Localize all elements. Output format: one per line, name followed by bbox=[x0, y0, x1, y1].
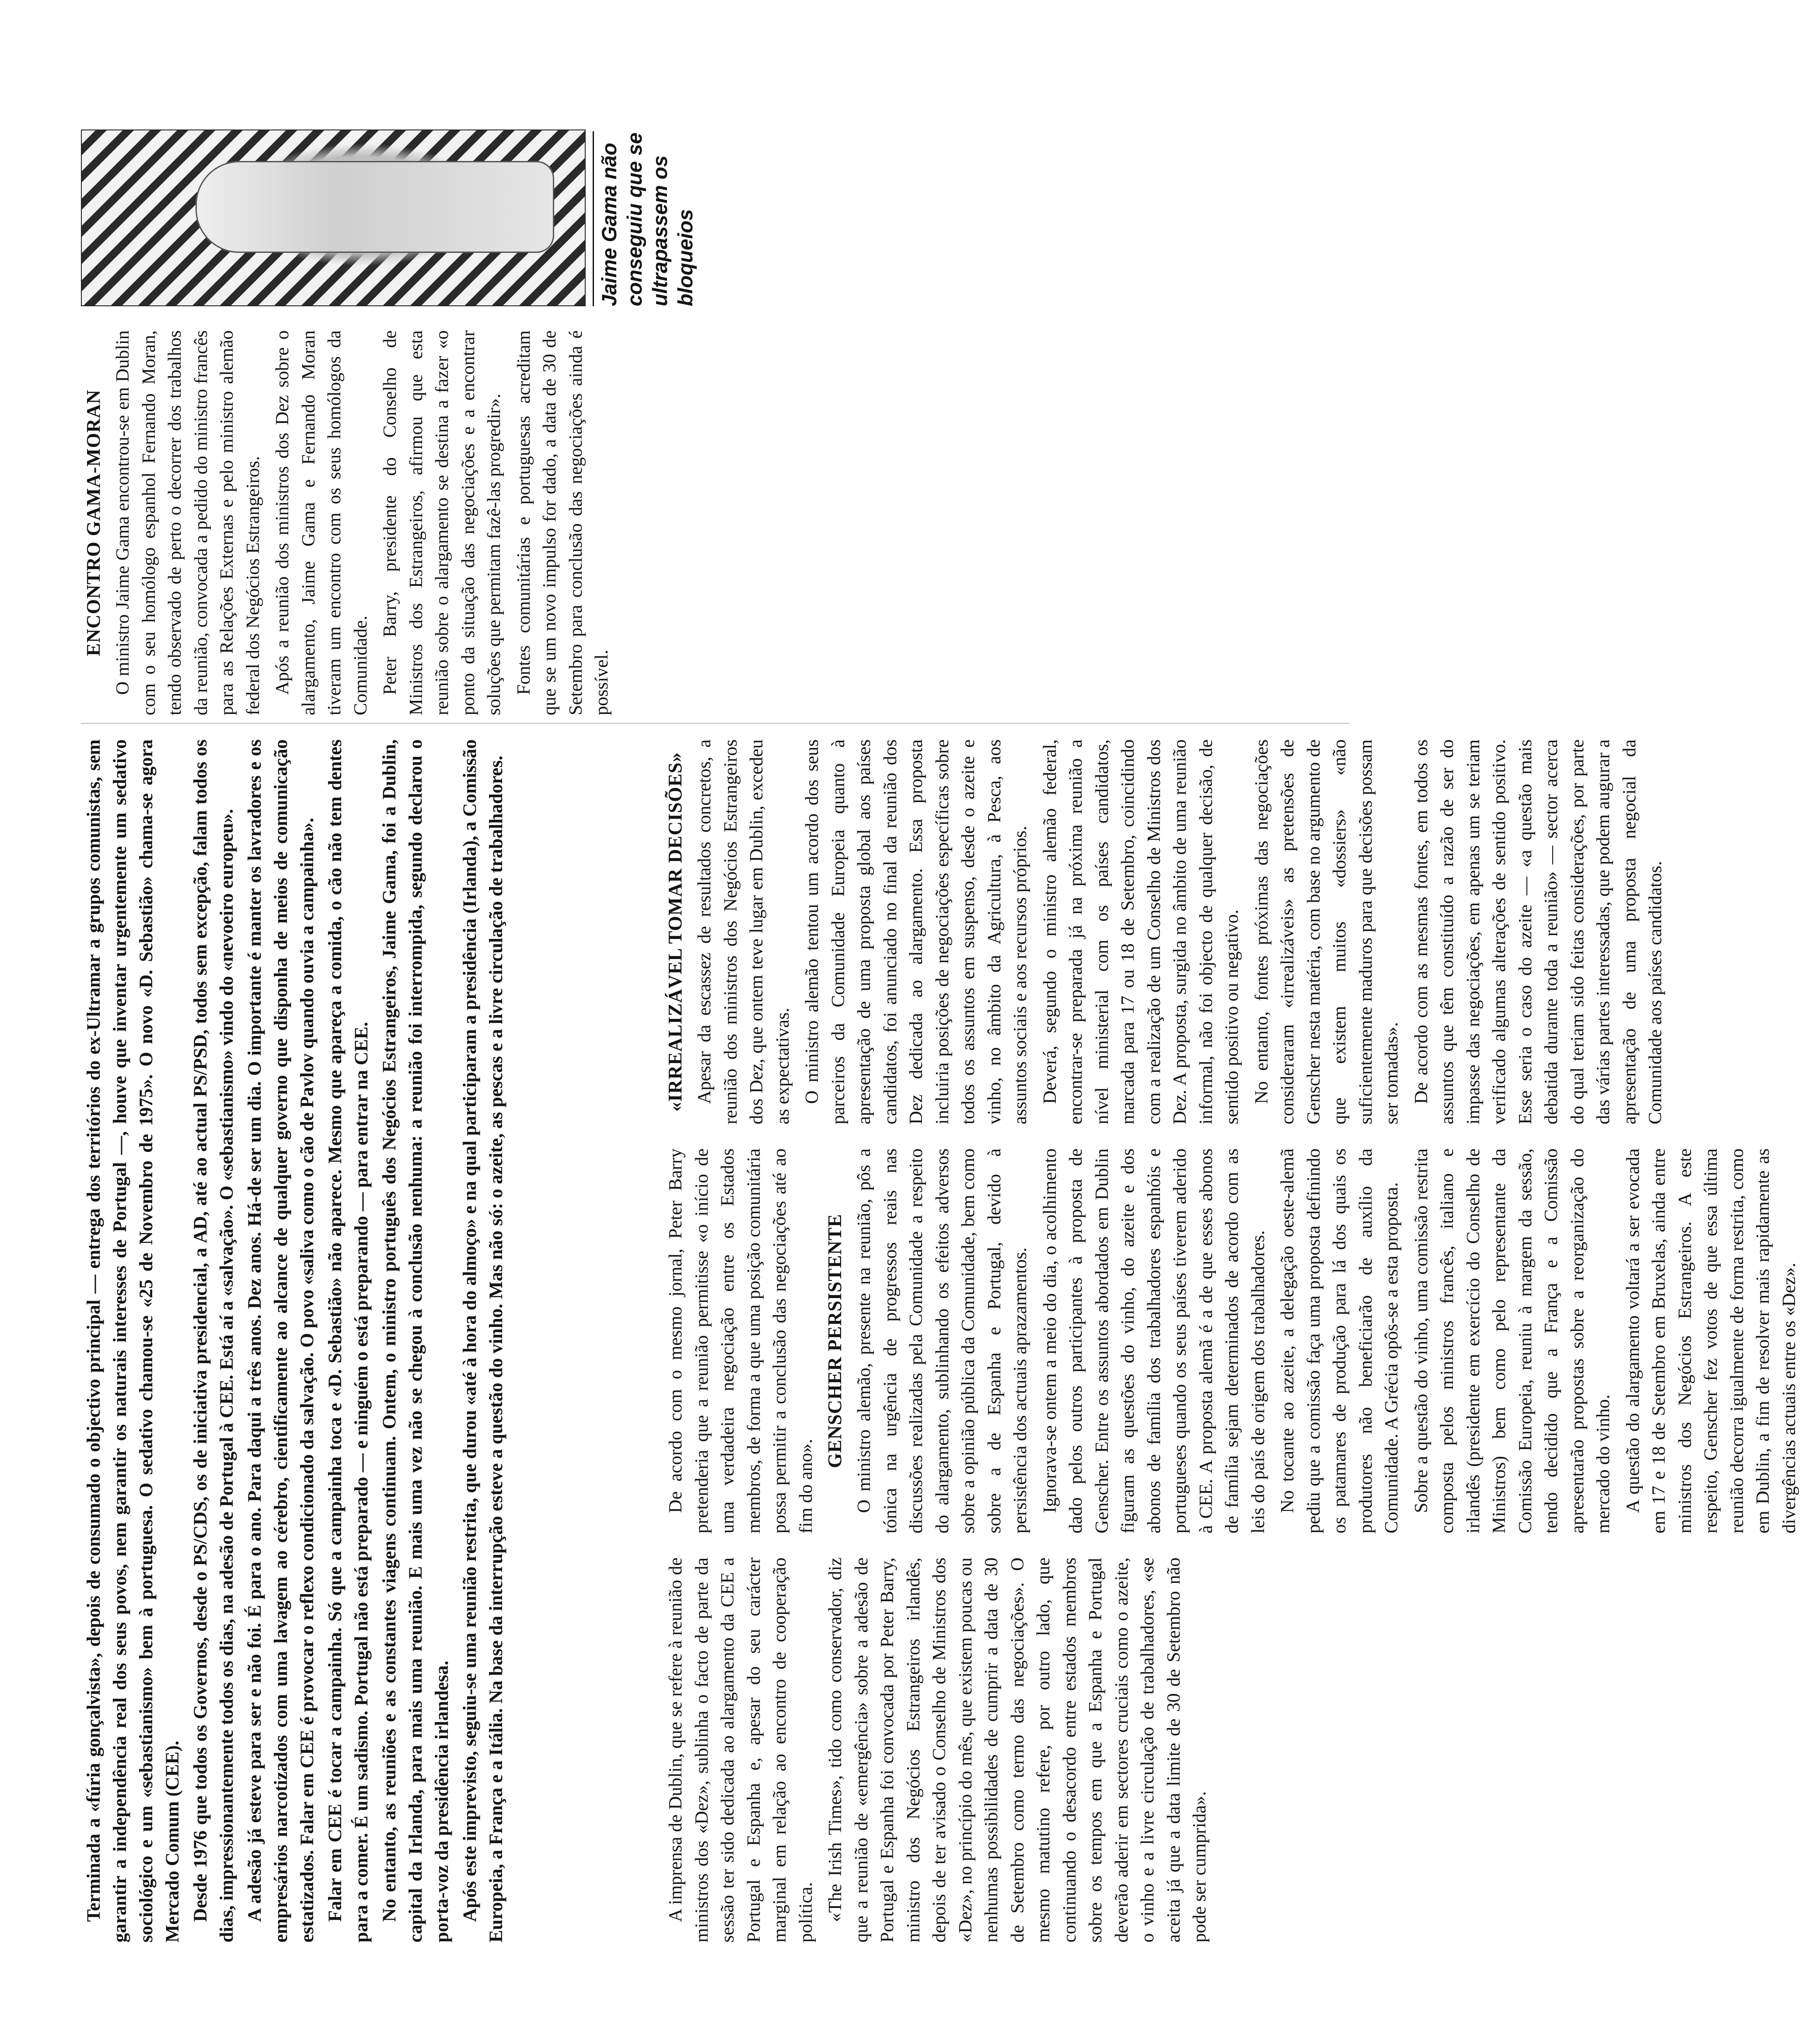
paragraph: Deverá, segundo o ministro alemão federal, encontrar-se preparada já na próxima reunião a nível ministerial com os países candidatos, marcada para 17 ou 18 de Setembro, coincidindo com a realização de um Conselho de Ministros dos Dez. A proposta, surgida no âmbito de uma reunião informal, não foi objecto de qualquer decisão, de sentido positivo ou negativo. bbox=[1039, 739, 1242, 1124]
paragraph: De acordo com o mesmo jornal, Peter Barry pretenderia que a reunião permitisse «o início de uma verdadeira negociação entre os Estados membros, de forma a que uma posição comunitária possa permitir a conclusão das negociações até ao fim do ano». bbox=[665, 1148, 816, 1533]
lead-paragraphs bbox=[81, 739, 511, 1942]
column-2 bbox=[663, 1148, 1799, 1533]
paragraph: De acordo com as mesmas fontes, em todos os assuntos que têm constituído a razão de ser do impasse das negociações, em apenas um se teriam verificado algumas alterações de sentido positivo. Esse seria o caso do azeite — «a questão mais debatida durante toda a reunião» — sector acerca do qual teriam sido feitas considerações, por parte das várias partes interessadas, que podem augurar a apresentação de uma proposta negocial da Comunidade aos países candidatos. bbox=[1411, 739, 1666, 1124]
column-4 bbox=[81, 330, 1349, 715]
paragraph: Apesar da escassez de resultados concretos, a reunião dos ministros dos Negócios Estrangeiros dos Dez, que ontem teve lugar em Dublin, excedeu as expectativas. bbox=[694, 739, 793, 1124]
paragraph: Fontes comunitárias e portuguesas acreditam que se um novo impulso for dado, a data de 30 de Setembro para conclusão das negociações ainda é possível. bbox=[513, 330, 612, 715]
column-1 bbox=[663, 1558, 1349, 1942]
lead-paragraph: No entanto, as reuniões e as constantes viagens continuam. Ontem, o ministro português dos Negócios Estrangeiros, Jaime Gama, foi a Dublin, capital da Irlanda, para mais uma reunião. E mais uma vez não se chegou à conclusão nenhuma: a reunião foi interrompida, segundo declarou o porta-voz da presidência irlandesa. bbox=[379, 739, 452, 1942]
subheading-encontro: ENCONTRO GAMA-MORAN bbox=[83, 389, 104, 656]
paragraph: O ministro alemão tentou um acordo dos seus parceiros da Comunidade Europeia quanto à apresentação de uma proposta global aos países candidatos, foi anunciado no final da reunião dos Dez dedicada ao alargamento. Essa proposta incluiria posições de negociações específicas sobre todos os assuntos em suspenso, desde o azeite e vinho, no âmbito da Agricultura, à Pesca, aos assuntos sociais e aos recursos próprios. bbox=[802, 739, 1030, 1124]
paragraph: «The Irish Times», tido como conservador, diz que a reunião de «emergência» sobre a adesão de Portugal e Espanha foi convocada por Peter Barry, ministro dos Negócios Estrangeiros irlandês, depois de ter avisado o Conselho de Ministros dos «Dez», no princípio do mês, que existem poucas ou nenhumas possibilidades de cumprir a data de 30 de Setembro como termo das negociações». O mesmo matutino refere, por outro lado, que continuando o desacordo entre estados membros sobre os tempos em que a Espanha e Portugal deverão aderir em sectores cruciais como o azeite, o vinho e a livre circulação de trabalhadores, «se aceita já que a data limite de 30 de Setembro não pode ser cumprida». bbox=[825, 1558, 1210, 1942]
subheading-genscher: GENSCHER PERSISTENTE bbox=[824, 1214, 845, 1468]
paragraph: Peter Barry, presidente do Conselho de Ministros dos Estrangeiros, afirmou que esta reunião sobre o alargamento se destina a fazer «o ponto da situação das negociações e a encontrar soluções que permitam fazê-las progredir». bbox=[380, 330, 504, 715]
paragraph: O ministro Jaime Gama encontrou-se em Dublin com o seu homólogo espanhol Fernando Moran, tendo observado de perto o decorrer dos trabalhos da reunião, convocada a pedido do ministro francês para as Relações Externas e pelo ministro alemão federal dos Negócios Estrangeiros. bbox=[112, 330, 263, 715]
newspaper-page bbox=[81, 131, 1799, 1942]
paragraph: A questão do alargamento voltará a ser evocada em 17 e 18 de Setembro em Bruxelas, ainda entre ministros dos Negócios Estrangeiros. A este respeito, Genscher fez votos de que essa última reunião decorra igualmente de forma restrita, como em Dublin, a fim de resolver mais rapidamente as divergências actuais entre os «Dez». bbox=[1622, 1148, 1799, 1533]
column-3 bbox=[663, 739, 1666, 1124]
lead-paragraph: Falar em CEE é tocar a campainha. Só que a campainha toca e «D. Sebastião» não aparece. Mesmo que apareça a comida, o cão não tem dentes para a comer. É um sadismo. Portugal não está preparado — e ninguém o está preparando — para entrar na CEE. bbox=[325, 739, 372, 1942]
paragraph: A imprensa de Dublin, que se refere à reunião de ministros dos «Dez», sublinha o facto de parte da sessão ter sido dedicada ao alargamento da CEE a Portugal e Espanha e, apesar do seu carácter marginal em relação ao encontro de cooperação política. bbox=[665, 1558, 816, 1942]
lead-paragraph: Desde 1976 que todos os Governos, desde o PS/CDS, os de iniciativa presidencial, a AD, até ao actual PS/PSD, todos sem excepção, falam todos os dias, impressionantemente todos os dias, na adesão de Portugal à CEE. Está aí a «salvação». O «sebastianismo» vindo do «nevoeiro europeu». bbox=[190, 739, 237, 1942]
paragraph: Ignorava-se ontem a meio do dia, o acolhimento dado pelos outros participantes à proposta de Genscher. Entre os assuntos abordados em Dublin figuram as questões do vinho, do azeite e dos abonos de família dos trabalhadores espanhóis e portugueses quando os seus países tiverem aderido à CEE. A proposta alemã é a de que esses abonos de família sejam determinados de acordo com as leis do país de origem dos trabalhadores. bbox=[1039, 1148, 1268, 1533]
portrait-photo bbox=[81, 130, 586, 306]
column-rule bbox=[81, 723, 1349, 724]
paragraph: No tocante ao azeite, a delegação oeste-alemã pediu que a comissão faça uma proposta definindo os patamares de produção para lá dos quais os produtores não beneficiarão de auxílio da Comunidade. A Grécia opôs-se a esta proposta. bbox=[1277, 1148, 1402, 1533]
lead-paragraph: Após este imprevisto, seguiu-se uma reunião restrita, que durou «até à hora do almoço» e na qual participaram a presidência (Irlanda), a Comissão Europeia, a França e a Itália. Na base da interrupção esteve a questão do vinho. Mas não só: o azeite, as pescas e a livre circulação de trabalhadores. bbox=[460, 739, 506, 1942]
subheading-irrealizavel: «IRREALIZÁVEL TOMAR DECISÕES» bbox=[664, 752, 686, 1112]
paragraph: Após a reunião dos ministros dos Dez sobre o alargamento, Jaime Gama e Fernando Moran tiveram um encontro com os seus homólogos da Comunidade. bbox=[272, 330, 371, 715]
paragraph: Sobre a questão do vinho, uma comissão restrita composta pelos ministros francês, italiano e irlandês (presidente em exercício do Conselho de Ministros) bem como pelo representante da Comissão Europeia, reuniu à margem da sessão, tendo decidido que a França e a Comissão apresentarão propostas sobre a reorganização do mercado do vinho. bbox=[1411, 1148, 1613, 1533]
lead-paragraph: Terminada a «fúria gonçalvista», depois de consumado o objectivo principal — entrega dos territórios do ex-Ultramar a grupos comunistas, sem garantir a independência real dos seus povos, nem garantir os naturais interesses de Portugal —, houve que inventar urgentemente um sedativo sociológico e um «sebastianismo» bem à portuguesa. O sedativo chamou-se «25 de Novembro de 1975». O novo «D. Sebastião» chama-se agora Mercado Comum (CEE). bbox=[84, 739, 183, 1942]
photo-caption: Jaime Gama não conseguiu que se ultrapassem os bloqueios bbox=[593, 131, 698, 306]
paragraph: No entanto, fontes próximas das negociações consideraram «irrealizáveis» as pretensões de Genscher nesta matéria, com base no argumento de que existem muitos «dossiers» «não suficientemente maduros para que decisões possam ser tomadas». bbox=[1251, 739, 1402, 1124]
lead-paragraph: A adesão já esteve para ser e não foi. É para o ano. Para daqui a três anos. Dez anos. Há-de ser um dia. O importante é manter os lavradores e os empresários narcotizados com uma lavagem ao cérebro, cientificamente ao alcance de qualquer governo que disponha de meios de comunicação estatizados. Falar em CEE é provocar o reflexo condicionado da salvação. O povo «saliva como o cão de Pavlov quando ouvia a campainha». bbox=[244, 739, 318, 1942]
paragraph: O ministro alemão, presente na reunião, pôs a tónica na urgência de progressos reais nas discussões realizadas pela Comunidade a respeito do alargamento, sublinhando os efeitos adversos sobre a opinião pública da Comunidade, bem como sobre a de Espanha e Portugal, devido à persistência dos actuais aprazamentos. bbox=[854, 1148, 1030, 1533]
person-figure bbox=[196, 161, 554, 253]
